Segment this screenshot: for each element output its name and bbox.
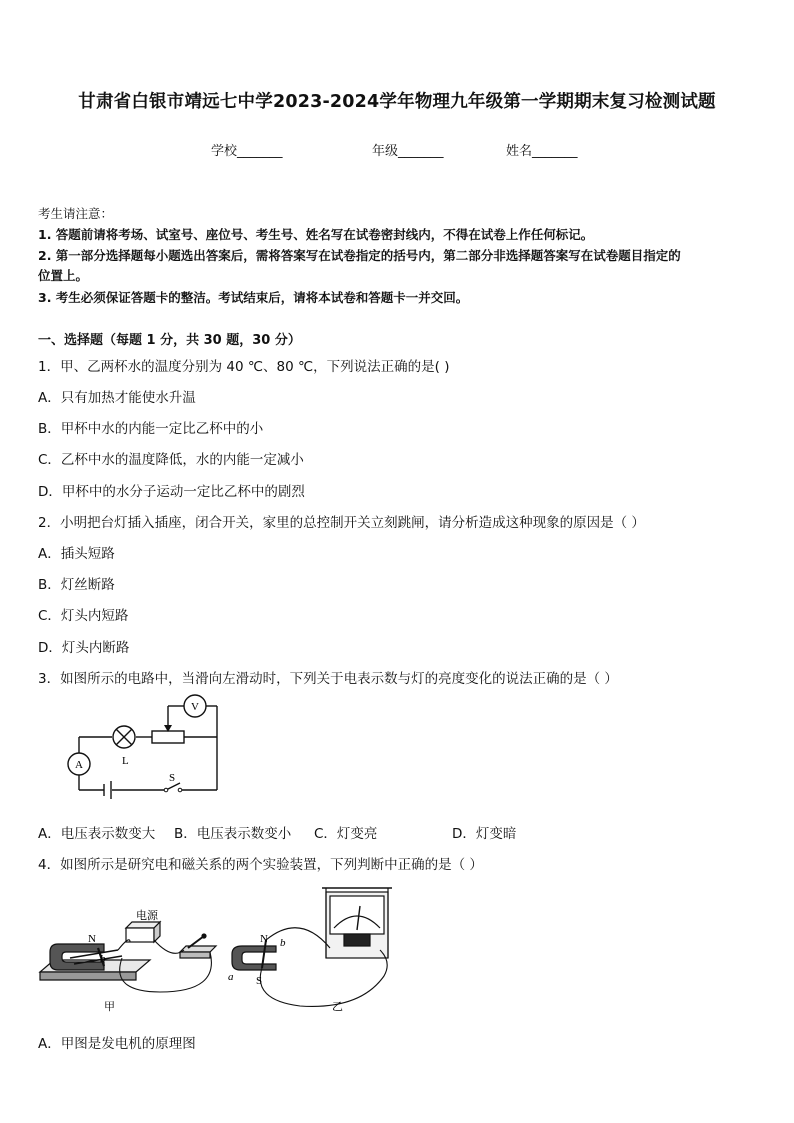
ammeter-label: A <box>75 759 83 771</box>
q1-option-c: C．乙杯中水的温度降低，水的内能一定减小 <box>38 452 304 468</box>
q4-right-caption: 乙 <box>332 1001 343 1013</box>
voltmeter-label: V <box>191 701 199 713</box>
q1-option-a: A．只有加热才能使水升温 <box>38 390 196 406</box>
notice-heading: 考生请注意： <box>38 206 114 221</box>
q3-option-c: C．灯变亮 <box>314 826 378 842</box>
notice-item-3: 3. 考生必须保证答题卡的整洁。考试结束后，请将本试卷和答题卡一并交回。 <box>38 290 469 305</box>
q2-option-b: B．灯丝断路 <box>38 577 115 593</box>
q4-left-caption: 甲 <box>104 1001 115 1013</box>
q3-option-a: A．电压表示数变大 <box>38 826 156 842</box>
q1-option-d: D．甲杯中的水分子运动一定比乙杯中的剧烈 <box>38 484 305 500</box>
q4-power-label: 电源 <box>136 910 158 922</box>
notice-item-2: 2. 第一部分选择题每小题选出答案后，需将答案写在试卷指定的括号内，第二部分非选择题答案写在试卷题目指定的 <box>38 248 681 263</box>
q3-option-d: D．灯变暗 <box>452 826 517 842</box>
notice-item-1: 1. 答题前请将考场、试室号、座位号、考生号、姓名写在试卷密封线内，不得在试卷上作任何标记。 <box>38 227 594 242</box>
q2-option-a: A．插头短路 <box>38 546 115 562</box>
q4-left-n-label: N <box>88 933 96 945</box>
q3-stem: 3．如图所示的电路中，当滑向左滑动时，下列关于电表示数与灯的亮度变化的说法正确的是（ ） <box>38 671 618 687</box>
q3-option-b: B．电压表示数变小 <box>174 826 292 842</box>
section-title: 一、选择题（每题 1 分，共 30 题，30 分） <box>38 333 301 348</box>
grade-field: 年级_______ <box>372 144 444 159</box>
q1-stem: 1．甲、乙两杯水的温度分别为 40 ℃、80 ℃，下列说法正确的是( ) <box>38 359 450 375</box>
q2-option-c: C．灯头内短路 <box>38 608 129 624</box>
q4-right-a-label: a <box>228 971 234 983</box>
name-field: 姓名_______ <box>506 144 578 159</box>
q1-option-b: B．甲杯中水的内能一定比乙杯中的小 <box>38 421 264 437</box>
q4-right-n-label: N <box>260 933 268 945</box>
page-title: 甘肃省白银市靖远七中学2023-2024学年物理九年级第一学期期末复习检测试题 <box>78 92 716 112</box>
q2-stem: 2．小明把台灯插入插座，闭合开关，家里的总控制开关立刻跳闸，请分析造成这种现象的原因是（ ） <box>38 515 645 531</box>
q4-left-b-label: b <box>100 953 106 965</box>
switch-label: S <box>169 772 176 784</box>
q2-option-d: D．灯头内断路 <box>38 640 130 656</box>
q4-right-b-label: b <box>280 937 286 949</box>
school-field: 学校_______ <box>211 144 283 159</box>
notice-item-2-cont: 位置上。 <box>38 268 89 283</box>
q4-stem: 4．如图所示是研究电和磁关系的两个实验装置，下列判断中正确的是（ ） <box>38 857 483 873</box>
q4-option-a: A．甲图是发电机的原理图 <box>38 1036 196 1052</box>
lamp-label: L <box>122 755 129 767</box>
q4-right-s-label: S <box>256 975 263 987</box>
